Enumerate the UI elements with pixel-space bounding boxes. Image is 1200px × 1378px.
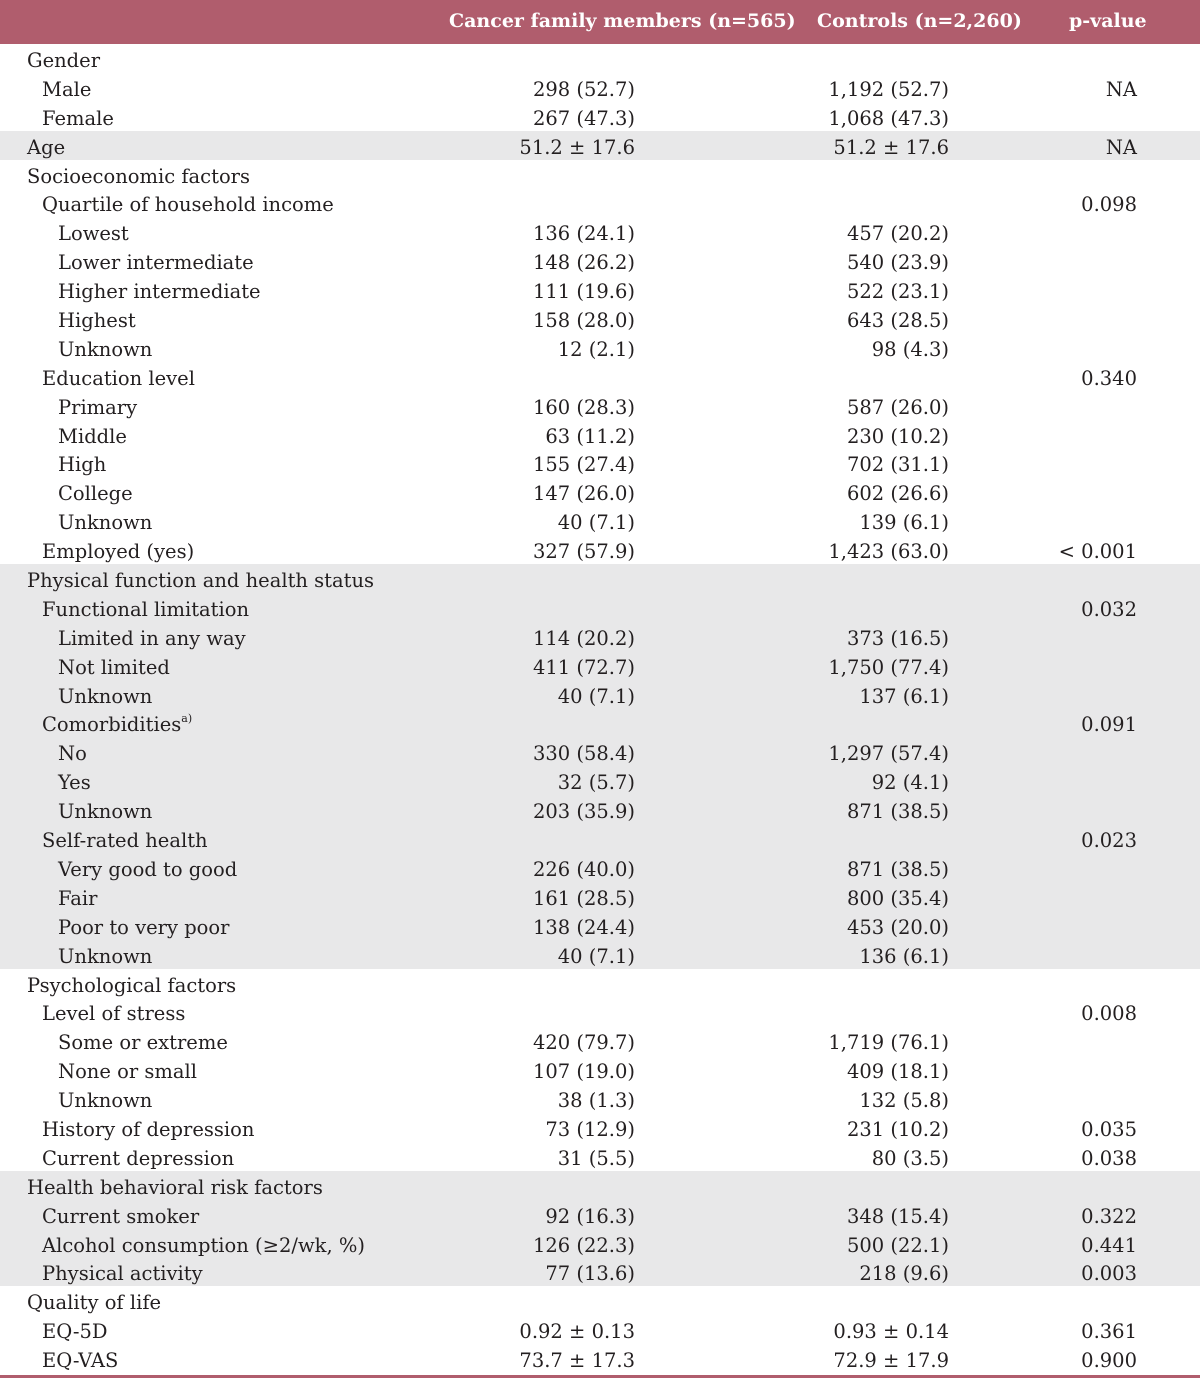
cancer-value: 158 (28.0) <box>532 309 635 333</box>
table-row <box>0 737 1200 766</box>
controls-value: 132 (5.8) <box>859 1089 949 1113</box>
table-row <box>0 102 1200 131</box>
header-cancer-col: Cancer family members (n=565) <box>449 10 796 32</box>
row-label <box>42 1203 199 1232</box>
row-label <box>42 365 195 394</box>
row-label-text: Physical function and health status <box>27 569 375 593</box>
row-label <box>42 1232 365 1261</box>
table-row <box>0 911 1200 940</box>
controls-value: 540 (23.9) <box>846 251 949 275</box>
cancer-value: 0.92 ± 0.13 <box>519 1320 635 1344</box>
row-label-text: Current depression <box>42 1146 235 1170</box>
cancer-value: 160 (28.3) <box>532 395 635 419</box>
row-label-text: Level of stress <box>42 1002 186 1026</box>
row-label-text: Middle <box>58 424 127 448</box>
table-row <box>0 593 1200 622</box>
cancer-value: 136 (24.1) <box>532 222 635 246</box>
p-value: 0.340 <box>1081 366 1137 390</box>
row-label <box>42 1260 203 1289</box>
row-label-text: Higher intermediate <box>58 280 261 304</box>
table-row <box>0 997 1200 1026</box>
table-row <box>0 275 1200 304</box>
controls-value: 230 (10.2) <box>846 424 949 448</box>
row-label-text: Highest <box>58 309 136 333</box>
cancer-value: 51.2 ± 17.6 <box>519 135 635 159</box>
row-label-text: Female <box>42 106 114 130</box>
controls-value: 643 (28.5) <box>846 309 949 333</box>
header-controls-col: Controls (n=2,260) <box>817 10 1022 32</box>
row-label <box>58 509 152 538</box>
row-label <box>58 480 133 509</box>
table-row <box>0 1142 1200 1171</box>
cancer-value: 32 (5.7) <box>557 771 635 795</box>
p-value: NA <box>1105 77 1137 101</box>
controls-value: 0.93 ± 0.14 <box>833 1320 949 1344</box>
table-row <box>0 882 1200 911</box>
row-label-text: EQ-VAS <box>42 1349 119 1373</box>
row-label <box>27 47 100 76</box>
row-label <box>58 885 97 914</box>
row-label-text: Unknown <box>58 944 153 968</box>
cancer-value: 73 (12.9) <box>545 1117 635 1141</box>
row-label-text: Not limited <box>58 655 170 679</box>
row-label <box>42 1116 254 1145</box>
controls-value: 98 (4.3) <box>871 337 949 361</box>
row-label <box>58 336 152 365</box>
row-label-text: Unknown <box>58 1089 153 1113</box>
table-row <box>0 1344 1200 1373</box>
cancer-value: 147 (26.0) <box>532 482 635 506</box>
row-label <box>42 827 208 856</box>
row-label-text: High <box>58 453 107 477</box>
row-label-text: Physical activity <box>42 1262 203 1286</box>
table-row <box>0 969 1200 998</box>
cancer-value: 107 (19.0) <box>532 1060 635 1084</box>
row-label <box>27 972 236 1001</box>
row-label <box>58 740 87 769</box>
p-value: 0.038 <box>1081 1146 1137 1170</box>
row-label-text: Very good to good <box>58 857 238 881</box>
p-value: 0.098 <box>1081 193 1137 217</box>
table-row <box>0 362 1200 391</box>
row-label <box>58 769 91 798</box>
row-label <box>58 914 229 943</box>
table-row <box>0 448 1200 477</box>
footnote-marker: a) <box>181 712 193 726</box>
table-row <box>0 477 1200 506</box>
row-label-text: Education level <box>42 366 195 390</box>
row-label-text: Self-rated health <box>42 829 208 853</box>
cancer-value: 226 (40.0) <box>532 857 635 881</box>
p-value: 0.023 <box>1081 829 1137 853</box>
table-row <box>0 420 1200 449</box>
row-label-text: Health behavioral risk factors <box>27 1175 323 1199</box>
row-label-text: Socioeconomic factors <box>27 164 251 188</box>
table-row <box>0 333 1200 362</box>
table-row <box>0 304 1200 333</box>
table-row <box>0 131 1200 160</box>
row-label-text: Poor to very poor <box>58 915 230 939</box>
row-label <box>58 249 254 278</box>
p-value: 0.003 <box>1081 1262 1137 1286</box>
row-label-text: Limited in any way <box>58 626 246 650</box>
row-label-text: No <box>58 742 87 766</box>
p-value: 0.322 <box>1081 1204 1137 1228</box>
row-label-text: Comorbidities <box>42 713 182 737</box>
table-row <box>0 680 1200 709</box>
p-value: 0.008 <box>1081 1002 1137 1026</box>
table-body <box>0 44 1200 1373</box>
row-label <box>58 394 137 423</box>
cancer-value: 411 (72.7) <box>532 655 635 679</box>
table-row <box>0 1286 1200 1315</box>
controls-value: 1,297 (57.4) <box>828 742 949 766</box>
cancer-value: 148 (26.2) <box>532 251 635 275</box>
table-row <box>0 1315 1200 1344</box>
row-label <box>58 451 106 480</box>
table-row <box>0 708 1200 737</box>
row-label <box>58 307 136 336</box>
table-row <box>0 940 1200 969</box>
cancer-value: 40 (7.1) <box>557 511 635 535</box>
cancer-value: 31 (5.5) <box>557 1146 635 1170</box>
table-row <box>0 853 1200 882</box>
p-value: 0.032 <box>1081 597 1137 621</box>
controls-value: 218 (9.6) <box>859 1262 949 1286</box>
controls-value: 457 (20.2) <box>846 222 949 246</box>
row-label <box>42 1145 234 1174</box>
p-value: 0.091 <box>1081 713 1137 737</box>
row-label-text: Unknown <box>58 337 153 361</box>
row-label <box>58 943 152 972</box>
cancer-value: 12 (2.1) <box>557 337 635 361</box>
row-label-text: Lowest <box>58 222 129 246</box>
table-row <box>0 622 1200 651</box>
row-label-text: Functional limitation <box>42 597 250 621</box>
cancer-value: 330 (58.4) <box>532 742 635 766</box>
cancer-value: 114 (20.2) <box>532 626 635 650</box>
controls-value: 136 (6.1) <box>859 944 949 968</box>
table-row <box>0 795 1200 824</box>
cancer-value: 92 (16.3) <box>545 1204 635 1228</box>
header-pvalue-col: p-value <box>1069 10 1147 32</box>
table-row <box>0 1171 1200 1200</box>
controls-value: 1,068 (47.3) <box>828 106 949 130</box>
table-row <box>0 1113 1200 1142</box>
row-label <box>58 856 237 885</box>
row-label <box>58 683 152 712</box>
controls-value: 522 (23.1) <box>846 280 949 304</box>
cancer-value: 138 (24.4) <box>532 915 635 939</box>
table-row <box>0 564 1200 593</box>
cancer-value: 420 (79.7) <box>532 1031 635 1055</box>
table-row <box>0 1084 1200 1113</box>
row-label-text: Unknown <box>58 684 153 708</box>
row-label <box>42 711 192 740</box>
row-label <box>42 105 114 134</box>
table-row <box>0 824 1200 853</box>
controls-value: 800 (35.4) <box>846 886 949 910</box>
row-label-text: Unknown <box>58 511 153 535</box>
row-label-text: Male <box>42 77 92 101</box>
row-label-text: Current smoker <box>42 1204 200 1228</box>
row-label <box>27 1289 161 1318</box>
controls-value: 72.9 ± 17.9 <box>833 1349 949 1373</box>
row-label <box>27 134 65 163</box>
row-label-text: Some or extreme <box>58 1031 228 1055</box>
row-label <box>27 1174 323 1203</box>
controls-value: 373 (16.5) <box>846 626 949 650</box>
cancer-value: 111 (19.6) <box>532 280 635 304</box>
table-row <box>0 44 1200 73</box>
table-row <box>0 188 1200 217</box>
cancer-value: 298 (52.7) <box>532 77 635 101</box>
table-row <box>0 160 1200 189</box>
table-row <box>0 651 1200 680</box>
controls-value: 453 (20.0) <box>846 915 949 939</box>
controls-value: 80 (3.5) <box>871 1146 949 1170</box>
table-row <box>0 1055 1200 1084</box>
row-label-text: Gender <box>27 49 101 72</box>
cancer-value: 267 (47.3) <box>532 106 635 130</box>
cancer-value: 40 (7.1) <box>557 944 635 968</box>
cancer-value: 126 (22.3) <box>532 1233 635 1257</box>
row-label <box>58 1029 228 1058</box>
table-row <box>0 1229 1200 1258</box>
row-label <box>27 567 374 596</box>
controls-value: 587 (26.0) <box>846 395 949 419</box>
row-label <box>42 1000 185 1029</box>
row-label-text: Age <box>27 135 66 159</box>
row-label-text: Primary <box>58 395 138 419</box>
table-row <box>0 391 1200 420</box>
cancer-value: 63 (11.2) <box>545 424 635 448</box>
row-label-text: Lower intermediate <box>58 251 254 275</box>
row-label <box>58 278 261 307</box>
row-label <box>42 1318 108 1347</box>
row-label <box>58 625 246 654</box>
controls-value: 1,750 (77.4) <box>828 655 949 679</box>
p-value: NA <box>1105 135 1137 159</box>
table-row <box>0 1257 1200 1286</box>
p-value: 0.035 <box>1081 1117 1137 1141</box>
table-row <box>0 1200 1200 1229</box>
cancer-value: 161 (28.5) <box>532 886 635 910</box>
table-row <box>0 1026 1200 1055</box>
cancer-value: 203 (35.9) <box>532 800 635 824</box>
row-label <box>58 654 170 683</box>
row-label-text: Unknown <box>58 800 153 824</box>
controls-value: 1,719 (76.1) <box>828 1031 949 1055</box>
row-label-text: Yes <box>58 771 91 795</box>
row-label <box>58 220 129 249</box>
controls-value: 1,423 (63.0) <box>828 540 949 564</box>
row-label-text: Fair <box>58 886 98 910</box>
cancer-value: 40 (7.1) <box>557 684 635 708</box>
controls-value: 871 (38.5) <box>846 857 949 881</box>
controls-value: 409 (18.1) <box>846 1060 949 1084</box>
row-label <box>42 538 194 567</box>
row-label <box>58 798 152 827</box>
controls-value: 602 (26.6) <box>846 482 949 506</box>
table-row <box>0 506 1200 535</box>
controls-value: 348 (15.4) <box>846 1204 949 1228</box>
table-header <box>0 0 1200 44</box>
p-value: 0.361 <box>1081 1320 1137 1344</box>
controls-value: 137 (6.1) <box>859 684 949 708</box>
row-label-text: Employed (yes) <box>42 540 195 564</box>
p-value: 0.441 <box>1081 1233 1137 1257</box>
row-label <box>42 76 91 105</box>
row-label-text: Alcohol consumption (≥2/wk, %) <box>42 1233 366 1257</box>
table-row <box>0 766 1200 795</box>
row-label-text: EQ-5D <box>42 1320 108 1344</box>
row-label-text: College <box>58 482 133 506</box>
controls-value: 500 (22.1) <box>846 1233 949 1257</box>
controls-value: 139 (6.1) <box>859 511 949 535</box>
table-row <box>0 217 1200 246</box>
cancer-value: 327 (57.9) <box>532 540 635 564</box>
controls-value: 1,192 (52.7) <box>828 77 949 101</box>
controls-value: 92 (4.1) <box>871 771 949 795</box>
controls-value: 231 (10.2) <box>846 1117 949 1141</box>
p-value: < 0.001 <box>1058 540 1137 564</box>
cancer-value: 155 (27.4) <box>532 453 635 477</box>
row-label <box>42 596 249 625</box>
controls-value: 871 (38.5) <box>846 800 949 824</box>
row-label <box>42 1347 118 1376</box>
row-label-text: History of depression <box>42 1117 255 1141</box>
row-label-text: None or small <box>58 1060 197 1084</box>
cancer-value: 73.7 ± 17.3 <box>519 1349 635 1373</box>
row-label <box>27 163 250 192</box>
table-row <box>0 246 1200 275</box>
row-label <box>58 423 127 452</box>
row-label <box>58 1058 197 1087</box>
row-label-text: Quartile of household income <box>42 193 334 217</box>
cancer-value: 77 (13.6) <box>545 1262 635 1286</box>
controls-value: 702 (31.1) <box>846 453 949 477</box>
table-row <box>0 535 1200 564</box>
p-value: 0.900 <box>1081 1349 1137 1373</box>
row-label-text: Quality of life <box>27 1291 162 1315</box>
controls-value: 51.2 ± 17.6 <box>833 135 949 159</box>
row-label-text: Psychological factors <box>27 973 237 997</box>
table-row <box>0 73 1200 102</box>
row-label <box>58 1087 152 1116</box>
row-label <box>42 191 334 220</box>
cancer-value: 38 (1.3) <box>557 1089 635 1113</box>
